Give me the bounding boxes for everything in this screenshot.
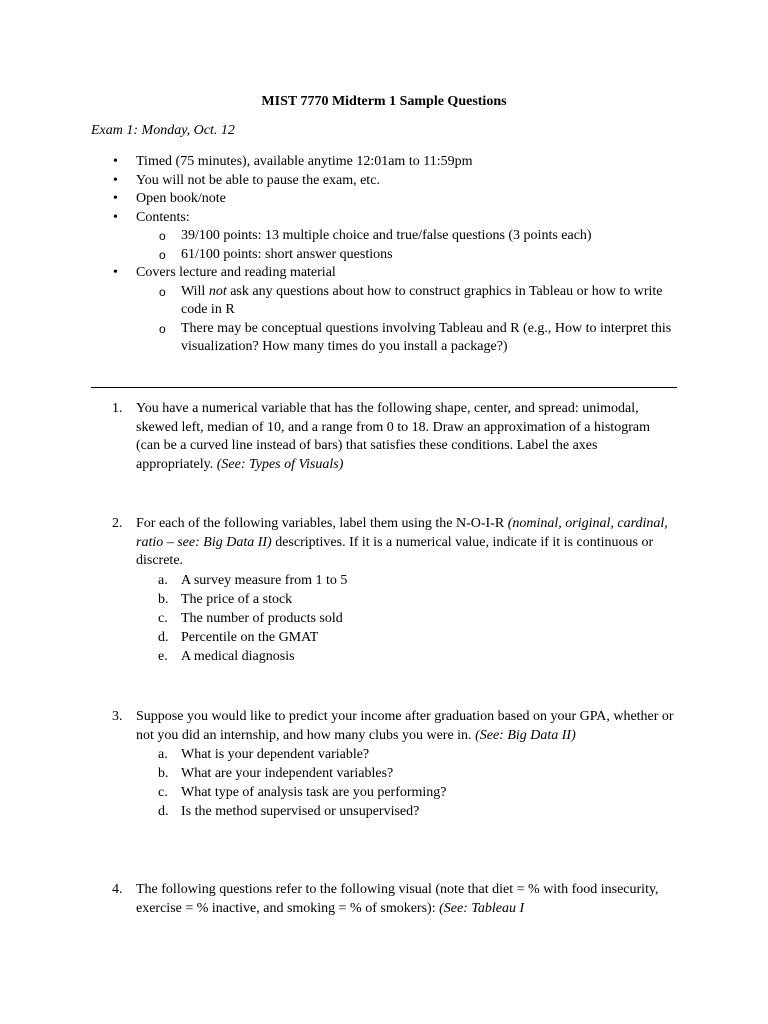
bullet-item: [91, 264, 691, 283]
bullet-icon: •: [113, 209, 118, 225]
sub-bullet-text: [181, 284, 663, 318]
bullet-text: Open book/note: [136, 191, 226, 206]
sub-question: [91, 590, 691, 609]
exam-info-list: [91, 153, 691, 357]
reference-text: (See: Big Data II): [475, 727, 576, 743]
circle-bullet-icon: o: [159, 247, 166, 262]
text-segment: Will: [181, 283, 209, 299]
sub-question-letter: b.: [158, 766, 169, 781]
sub-bullet-text: 39/100 points: 13 multiple choice and true/false questions (3 points each): [181, 228, 592, 243]
sub-question-text: What type of analysis task are you performing?: [181, 785, 447, 800]
sub-bullet-item: [91, 227, 691, 246]
bullet-item: [91, 209, 691, 228]
reference-text: (See: Types of Visuals): [216, 456, 344, 472]
question-number: 3.: [112, 709, 123, 724]
sub-bullet-item: [91, 283, 691, 320]
bullet-icon: •: [113, 172, 118, 188]
reference-text: (See: Tableau I: [439, 900, 525, 916]
sub-question-text: A survey measure from 1 to 5: [181, 572, 348, 588]
bullet-text: Contents:: [136, 209, 190, 225]
text-segment: The following questions refer to the following visual (note that diet = % with food insecurity, exercise = % inactive, and smoking = % of smokers):: [136, 882, 659, 916]
sub-question-text: Percentile on the GMAT: [181, 629, 319, 645]
page-title: MIST 7770 Midterm 1 Sample Questions: [261, 94, 507, 109]
bullet-icon: •: [113, 265, 118, 280]
circle-bullet-icon: o: [159, 229, 166, 243]
sub-question-letter: d.: [158, 804, 169, 819]
sub-question: [91, 571, 691, 590]
bullet-text: You will not be able to pause the exam, etc.: [136, 172, 380, 188]
bullet-text: Timed (75 minutes), available anytime 12:01am to 11:59pm: [136, 154, 473, 169]
emphasis-text: not: [208, 283, 227, 299]
sub-question-text: A medical diagnosis: [181, 648, 295, 664]
question-2: [91, 515, 691, 666]
bullet-item: [91, 190, 691, 209]
sub-question-letter: c.: [158, 610, 168, 626]
text-segment: You have a numerical variable that has the following shape, center, and spread: unimodal, skewed left, median of 10, and a range from 0 to 18. Draw an approximation of a histogram (can be a curved line instead of bars) that satisfies these conditions. Label the axes appropriately.: [136, 401, 650, 472]
question-text: [91, 515, 676, 571]
sub-question-text: What is your dependent variable?: [181, 747, 370, 762]
sub-question-letter: a.: [158, 747, 168, 762]
sub-question: [91, 628, 691, 647]
circle-bullet-icon: o: [159, 321, 166, 336]
sub-question-list: [91, 571, 691, 666]
bullet-icon: •: [113, 154, 118, 169]
sub-question: [91, 764, 691, 783]
text-segment: Suppose you would like to predict your income after graduation based on your GPA, whether or not you did an internship, and how many clubs you were in.: [136, 709, 674, 743]
sub-question-text: What are your independent variables?: [181, 766, 394, 781]
sub-question-letter: c.: [158, 785, 168, 800]
question-1: [91, 400, 691, 474]
question-4: [91, 881, 691, 918]
sub-bullet-text: 61/100 points: short answer questions: [181, 246, 393, 262]
sub-question-list: [91, 745, 691, 821]
sub-question: [91, 745, 691, 764]
bullet-icon: •: [113, 191, 118, 206]
sub-bullet-item: [91, 246, 691, 265]
question-text: [91, 708, 676, 745]
sub-question-letter: a.: [158, 572, 168, 588]
sub-question: [91, 802, 691, 821]
sub-question-text: The price of a stock: [181, 591, 293, 607]
question-number: 2.: [112, 516, 123, 531]
reference-text: (nominal, original, cardinal, ratio – see: Big Data II): [136, 516, 668, 550]
sub-question: [91, 609, 691, 628]
bullet-item: [91, 172, 691, 191]
sub-question-letter: d.: [158, 629, 169, 645]
bullet-item: [91, 153, 691, 172]
question-text: [91, 881, 676, 918]
sub-question-letter: b.: [158, 591, 169, 607]
text-segment: descriptives. If it is a numerical value, indicate if it is continuous or discrete.: [136, 534, 654, 568]
sub-bullet-item: [91, 320, 691, 357]
sub-question: [91, 783, 691, 802]
sub-question: [91, 647, 691, 666]
horizontal-divider: [91, 387, 677, 388]
question-number: 1.: [112, 401, 123, 416]
sub-question-text: The number of products sold: [181, 610, 343, 626]
text-segment: For each of the following variables, label them using the N-O-I-R: [136, 516, 508, 531]
bullet-text: Covers lecture and reading material: [136, 265, 336, 280]
sub-question-letter: e.: [158, 648, 168, 664]
sub-question-text: Is the method supervised or unsupervised?: [181, 804, 420, 819]
question-3: [91, 708, 691, 821]
text-segment: ask any questions about how to construct graphics in Tableau or how to write code in R: [181, 283, 663, 317]
question-number: 4.: [112, 882, 123, 897]
sub-bullet-text: There may be conceptual questions involving Tableau and R (e.g., How to interpret this visualization? How many times do you install a package?): [181, 320, 672, 354]
exam-date: Exam 1: Monday, Oct. 12: [91, 123, 235, 138]
circle-bullet-icon: o: [159, 284, 166, 299]
question-text: [91, 400, 676, 474]
